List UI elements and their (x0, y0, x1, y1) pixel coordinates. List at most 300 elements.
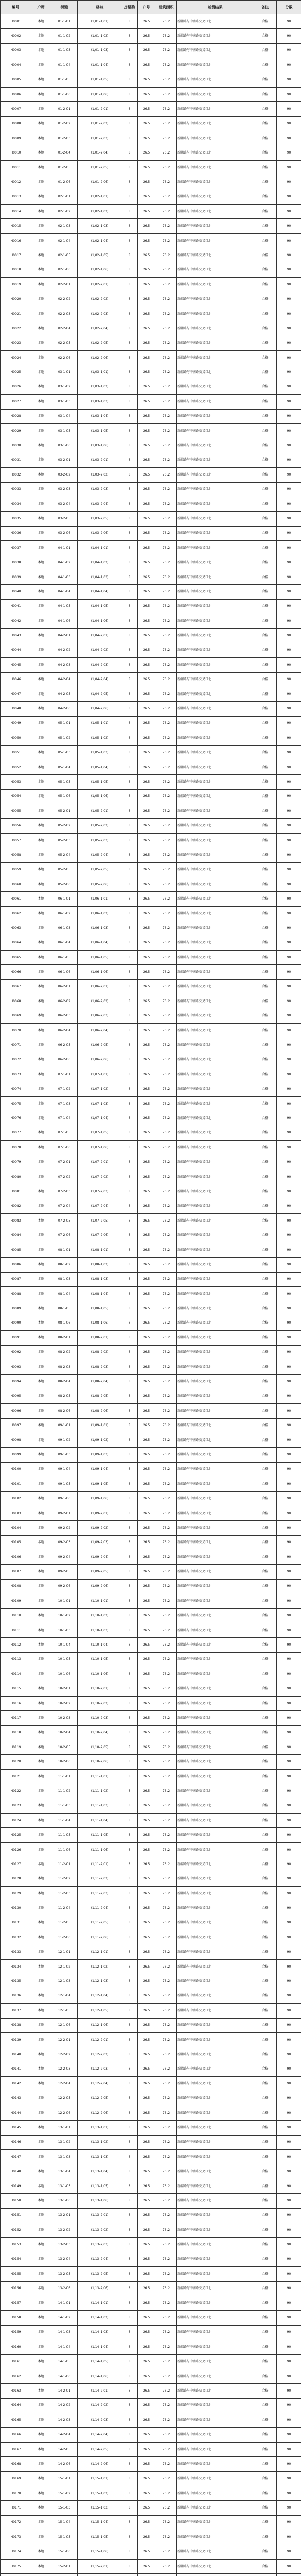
table-cell: 8 (122, 2004, 138, 2018)
table-cell: 合格 (254, 833, 277, 848)
table-cell: (1,13-2,05) (78, 2267, 122, 2281)
table-cell: 90 (277, 906, 301, 921)
table-cell: 26.5 (138, 2135, 156, 2149)
table-cell: 合格 (254, 58, 277, 73)
table-cell: 本地 (31, 453, 51, 467)
table-cell: 合格 (254, 614, 277, 629)
table-cell: 07-1-03 (51, 1096, 78, 1111)
table-cell: (1,03-2,03) (78, 482, 122, 497)
table-cell: 76.2 (156, 1038, 177, 1053)
table-cell: 13-2-01 (51, 2208, 78, 2223)
table-cell: 76.2 (156, 2471, 177, 2486)
table-cell: 15-2-01 (51, 2559, 78, 2573)
table-cell: H0099 (1, 1448, 31, 1462)
table-cell: 新疆路与中南路交叉口北 (177, 1901, 254, 1916)
table-cell: 本地 (31, 1053, 51, 1067)
table-cell: 10-1-02 (51, 1608, 78, 1623)
table-cell: H0039 (1, 570, 31, 584)
table-cell: 07-2-02 (51, 1170, 78, 1184)
table-cell: 76.2 (156, 160, 177, 175)
table-cell: H0047 (1, 687, 31, 701)
table-row (1, 1492, 301, 1506)
table-cell: 03-2-06 (51, 526, 78, 540)
table-cell: H0172 (1, 2515, 31, 2530)
table-cell: (1,11-2,05) (78, 1916, 122, 1930)
table-cell: 本地 (31, 2106, 51, 2120)
table-cell: 本地 (31, 233, 51, 248)
table-cell: (1,14-2,06) (78, 2457, 122, 2471)
table-cell: 26.5 (138, 219, 156, 233)
table-cell: (1,06-1,03) (78, 921, 122, 936)
table-cell: 新疆路与中南路交叉口北 (177, 629, 254, 643)
table-cell: H0075 (1, 1096, 31, 1111)
table-cell: 01-1-03 (51, 43, 78, 58)
table-cell: H0058 (1, 848, 31, 862)
table-cell: 76.2 (156, 1199, 177, 1213)
table-cell: 合格 (254, 2296, 277, 2310)
table-cell: 8 (122, 1974, 138, 1989)
table-cell: H0174 (1, 2545, 31, 2559)
table-cell: 90 (277, 2501, 301, 2515)
table-cell: 14-2-04 (51, 2428, 78, 2442)
table-cell: H0145 (1, 2121, 31, 2135)
table-cell: 8 (122, 2179, 138, 2193)
table-cell: 26.5 (138, 468, 156, 482)
table-cell: 合格 (254, 1404, 277, 1418)
table-cell: 本地 (31, 979, 51, 994)
table-cell: (1,08-1,03) (78, 1272, 122, 1286)
table-cell: (1,03-2,06) (78, 526, 122, 540)
table-cell: 本地 (31, 1959, 51, 1974)
table-cell: 90 (277, 2135, 301, 2149)
table-cell: 合格 (254, 1506, 277, 1520)
table-cell: (1,03-1,04) (78, 409, 122, 423)
table-cell: 8 (122, 512, 138, 526)
table-row (1, 1258, 301, 1272)
table-row (1, 848, 301, 862)
table-cell: 90 (277, 2354, 301, 2369)
table-cell: 本地 (31, 1638, 51, 1652)
table-cell: 07-1-06 (51, 1141, 78, 1155)
table-cell: 12-1-04 (51, 1989, 78, 2003)
table-cell: (1,11-2,01) (78, 1857, 122, 1872)
table-cell: 26.5 (138, 760, 156, 774)
table-cell: 76.2 (156, 1989, 177, 2003)
table-cell: H0056 (1, 819, 31, 833)
table-cell: 76.2 (156, 1345, 177, 1360)
table-cell: 8 (122, 731, 138, 745)
table-cell: 本地 (31, 965, 51, 979)
table-cell: 90 (277, 892, 301, 906)
table-cell: 26.5 (138, 1682, 156, 1696)
table-cell: 10-1-01 (51, 1594, 78, 1608)
table-cell: 26.5 (138, 1623, 156, 1637)
table-cell: 26.5 (138, 2354, 156, 2369)
table-cell: 90 (277, 979, 301, 994)
table-cell: 26.5 (138, 1887, 156, 1901)
table-cell: (1,05-2,06) (78, 877, 122, 892)
table-cell: (1,02-2,01) (78, 278, 122, 292)
table-cell: 26.5 (138, 482, 156, 497)
table-cell: H0138 (1, 2018, 31, 2032)
table-cell: 26.5 (138, 2442, 156, 2456)
table-cell: 76.2 (156, 555, 177, 570)
table-cell: 8 (122, 1521, 138, 1535)
table-cell: 26.5 (138, 512, 156, 526)
table-cell: 8 (122, 1331, 138, 1345)
table-cell: 8 (122, 2311, 138, 2325)
table-cell: 26.5 (138, 190, 156, 204)
table-cell: 26.5 (138, 862, 156, 877)
table-cell: 合格 (254, 2340, 277, 2354)
table-cell: 11-2-06 (51, 1930, 78, 1945)
table-cell: 90 (277, 1784, 301, 1799)
table-cell: 26.5 (138, 1740, 156, 1755)
table-cell: (1,08-1,01) (78, 1243, 122, 1257)
table-cell: 新疆路与中南路交叉口北 (177, 380, 254, 394)
table-cell: 76.2 (156, 1462, 177, 1477)
table-row (1, 1857, 301, 1872)
table-cell: 8 (122, 833, 138, 848)
table-cell: 合格 (254, 804, 277, 819)
table-cell: 04-1-02 (51, 555, 78, 570)
table-cell: 76.2 (156, 541, 177, 555)
table-cell: 本地 (31, 1799, 51, 1813)
table-cell: 14-2-06 (51, 2457, 78, 2471)
table-cell: 8 (122, 672, 138, 687)
table-cell: 本地 (31, 2515, 51, 2530)
table-cell: 01-1-04 (51, 58, 78, 73)
table-cell: 76.2 (156, 2077, 177, 2091)
table-cell: 26.5 (138, 1418, 156, 1433)
table-cell: 新疆路与中南路交叉口北 (177, 2252, 254, 2266)
table-cell: 8 (122, 2369, 138, 2383)
table-cell: 13-2-03 (51, 2238, 78, 2252)
table-cell: (1,01-2,05) (78, 160, 122, 175)
table-cell: 26.5 (138, 1345, 156, 1360)
table-cell: H0023 (1, 336, 31, 350)
table-cell: 8 (122, 1009, 138, 1023)
table-row (1, 73, 301, 87)
table-cell: 90 (277, 1272, 301, 1286)
table-cell: 合格 (254, 643, 277, 657)
table-cell: 26.5 (138, 965, 156, 979)
table-cell: 90 (277, 1389, 301, 1403)
table-cell: 新疆路与中南路交叉口北 (177, 951, 254, 965)
table-cell: 新疆路与中南路交叉口北 (177, 73, 254, 87)
table-cell: H0073 (1, 1067, 31, 1082)
table-cell: 90 (277, 1448, 301, 1462)
table-cell: 本地 (31, 2238, 51, 2252)
table-cell: 26.5 (138, 2428, 156, 2442)
table-cell: 26.5 (138, 365, 156, 380)
table-cell: 26.5 (138, 2018, 156, 2032)
table-cell: 新疆路与中南路交叉口北 (177, 2311, 254, 2325)
table-row (1, 1740, 301, 1755)
table-cell: 本地 (31, 687, 51, 701)
table-row (1, 2471, 301, 2486)
table-cell: 新疆路与中南路交叉口北 (177, 1272, 254, 1286)
table-cell: 8 (122, 1506, 138, 1520)
table-cell: 76.2 (156, 307, 177, 321)
table-cell: 8 (122, 2032, 138, 2047)
table-cell: 26.5 (138, 599, 156, 614)
table-cell: (1,01-1,01) (78, 14, 122, 29)
table-cell: H0083 (1, 1214, 31, 1228)
table-cell: 76.2 (156, 804, 177, 819)
table-cell: 04-2-06 (51, 702, 78, 716)
table-cell: 本地 (31, 1814, 51, 1828)
table-cell: 05-1-06 (51, 789, 78, 804)
table-cell: 14-1-02 (51, 2311, 78, 2325)
table-cell: H0163 (1, 2384, 31, 2398)
table-cell: 本地 (31, 1755, 51, 1769)
table-cell: 90 (277, 2208, 301, 2223)
table-row (1, 205, 301, 219)
table-cell: 合格 (254, 1842, 277, 1857)
table-cell: H0109 (1, 1594, 31, 1608)
table-cell: 新疆路与中南路交叉口北 (177, 2471, 254, 2486)
table-cell: 10-1-04 (51, 1638, 78, 1652)
table-cell: 03-2-03 (51, 482, 78, 497)
table-cell: 04-2-04 (51, 672, 78, 687)
table-cell: 26.5 (138, 2296, 156, 2310)
table-cell: 8 (122, 994, 138, 1009)
table-cell: 26.5 (138, 1331, 156, 1345)
table-cell: 新疆路与中南路交叉口北 (177, 1053, 254, 1067)
table-cell: (1,10-1,02) (78, 1608, 122, 1623)
table-cell: 本地 (31, 2194, 51, 2208)
table-cell: 04-2-02 (51, 643, 78, 657)
table-cell: 26.5 (138, 87, 156, 101)
table-cell: 新疆路与中南路交叉口北 (177, 248, 254, 263)
table-row (1, 2252, 301, 2266)
table-cell: 合格 (254, 146, 277, 160)
table-cell: H0100 (1, 1462, 31, 1477)
table-cell: 26.5 (138, 1959, 156, 1974)
table-cell: 8 (122, 190, 138, 204)
table-cell: (1,07-1,05) (78, 1126, 122, 1140)
table-cell: 8 (122, 1872, 138, 1886)
table-cell: 新疆路与中南路交叉口北 (177, 804, 254, 819)
table-cell: 新疆路与中南路交叉口北 (177, 716, 254, 731)
table-cell: 新疆路与中南路交叉口北 (177, 526, 254, 540)
table-cell: (1,06-1,04) (78, 936, 122, 950)
table-cell: 76.2 (156, 2354, 177, 2369)
table-cell: 新疆路与中南路交叉口北 (177, 219, 254, 233)
table-cell: 90 (277, 1331, 301, 1345)
table-cell: (1,12-2,01) (78, 2032, 122, 2047)
table-cell: 26.5 (138, 731, 156, 745)
table-cell: 合格 (254, 936, 277, 950)
table-row (1, 2428, 301, 2442)
table-cell: H0146 (1, 2135, 31, 2149)
table-cell: 本地 (31, 2267, 51, 2281)
table-cell: 合格 (254, 350, 277, 365)
table-cell: H0009 (1, 131, 31, 146)
table-row (1, 1638, 301, 1652)
table-cell: (1,12-2,05) (78, 2091, 122, 2106)
table-cell: 90 (277, 336, 301, 350)
table-cell: 8 (122, 877, 138, 892)
table-cell: 76.2 (156, 1243, 177, 1257)
column-header: 备注 (254, 1, 277, 14)
table-cell: 76.2 (156, 438, 177, 453)
table-cell: (1,04-1,04) (78, 585, 122, 599)
table-cell: 合格 (254, 1755, 277, 1769)
table-row (1, 1667, 301, 1682)
table-cell: H0159 (1, 2325, 31, 2340)
table-row (1, 921, 301, 936)
table-cell: 合格 (254, 1725, 277, 1740)
table-cell: (1,15-1,01) (78, 2471, 122, 2486)
table-cell: 90 (277, 629, 301, 643)
table-cell: 01-2-02 (51, 116, 78, 131)
table-cell: 本地 (31, 248, 51, 263)
table-cell: H0053 (1, 775, 31, 789)
table-cell: 76.2 (156, 687, 177, 701)
table-cell: 09-2-02 (51, 1521, 78, 1535)
table-cell: (1,13-1,05) (78, 2179, 122, 2193)
table-cell: H0064 (1, 936, 31, 950)
table-cell: 90 (277, 1038, 301, 1053)
table-cell: 26.5 (138, 205, 156, 219)
table-cell: 本地 (31, 2062, 51, 2076)
table-row (1, 731, 301, 745)
table-cell: 8 (122, 131, 138, 146)
table-cell: 新疆路与中南路交叉口北 (177, 175, 254, 190)
table-cell: 合格 (254, 2354, 277, 2369)
table-cell: H0022 (1, 321, 31, 336)
table-row (1, 1887, 301, 1901)
table-cell: 8 (122, 614, 138, 629)
table-cell: 合格 (254, 512, 277, 526)
table-cell: 合格 (254, 2530, 277, 2545)
table-cell: 合格 (254, 1053, 277, 1067)
table-cell: (1,05-1,06) (78, 789, 122, 804)
table-row (1, 1814, 301, 1828)
table-cell: 26.5 (138, 2194, 156, 2208)
table-cell: 26.5 (138, 979, 156, 994)
table-cell: 新疆路与中南路交叉口北 (177, 1579, 254, 1594)
table-cell: H0157 (1, 2296, 31, 2310)
table-cell (51, 2574, 78, 2576)
table-cell: 本地 (31, 951, 51, 965)
table-cell: 8 (122, 951, 138, 965)
table-cell: 本地 (31, 2121, 51, 2135)
table-cell: 26.5 (138, 2267, 156, 2281)
table-cell: 01-2-05 (51, 160, 78, 175)
table-cell: 8 (122, 1155, 138, 1170)
table-cell: 12-2-01 (51, 2032, 78, 2047)
table-cell: H0102 (1, 1492, 31, 1506)
table-cell: 本地 (31, 877, 51, 892)
table-row (1, 1301, 301, 1316)
table-row (1, 409, 301, 423)
table-cell: H0051 (1, 745, 31, 760)
table-cell: 8 (122, 1857, 138, 1872)
table-cell: H0127 (1, 1857, 31, 1872)
table-cell: (1,12-2,03) (78, 2062, 122, 2076)
table-cell: 02-1-03 (51, 219, 78, 233)
table-cell: H0120 (1, 1755, 31, 1769)
table-cell: 新疆路与中南路交叉口北 (177, 1141, 254, 1155)
table-cell: 8 (122, 1404, 138, 1418)
table-cell: 8 (122, 2194, 138, 2208)
table-cell: 26.5 (138, 1404, 156, 1418)
table-cell: 90 (277, 1243, 301, 1257)
table-cell: (1,09-1,06) (78, 1492, 122, 1506)
table-cell: 8 (122, 2281, 138, 2296)
table-row (1, 1682, 301, 1696)
table-cell: 合格 (254, 2121, 277, 2135)
table-cell: 8 (122, 775, 138, 789)
table-cell: (1,09-1,01) (78, 1418, 122, 1433)
table-cell: 90 (277, 1579, 301, 1594)
table-cell: 8 (122, 2545, 138, 2559)
table-cell: 合格 (254, 2501, 277, 2515)
table-cell: 合格 (254, 629, 277, 643)
table-cell: (1,09-2,05) (78, 1565, 122, 1579)
table-cell: 新疆路与中南路交叉口北 (177, 1345, 254, 1360)
table-cell: 本地 (31, 1316, 51, 1330)
table-cell: 新疆路与中南路交叉口北 (177, 994, 254, 1009)
table-cell: H0005 (1, 73, 31, 87)
table-cell: 8 (122, 14, 138, 29)
table-cell: 本地 (31, 1784, 51, 1799)
table-row (1, 2267, 301, 2281)
table-cell: 26.5 (138, 43, 156, 58)
table-cell: H0091 (1, 1331, 31, 1345)
table-cell: 76.2 (156, 1009, 177, 1023)
table-cell: 76.2 (156, 2530, 177, 2545)
table-cell: 本地 (31, 526, 51, 540)
table-cell: H0061 (1, 892, 31, 906)
table-cell: 8 (122, 2121, 138, 2135)
table-cell: (1,12-1,05) (78, 2004, 122, 2018)
table-cell: 8 (122, 336, 138, 350)
table-cell: 8 (122, 1667, 138, 1682)
table-row (1, 438, 301, 453)
table-row (1, 278, 301, 292)
table-cell: (1,14-2,01) (78, 2384, 122, 2398)
table-row (1, 1711, 301, 1725)
table-cell: 本地 (31, 1448, 51, 1462)
table-cell: 新疆路与中南路交叉口北 (177, 877, 254, 892)
table-cell: 8 (122, 2150, 138, 2164)
table-cell: 新疆路与中南路交叉口北 (177, 423, 254, 438)
table-cell: 26.5 (138, 994, 156, 1009)
table-cell: 合格 (254, 1155, 277, 1170)
table-cell: 8 (122, 423, 138, 438)
table-cell: 76.2 (156, 526, 177, 540)
table-cell: 8 (122, 1725, 138, 1740)
table-cell: 合格 (254, 1799, 277, 1813)
table-cell: H0150 (1, 2194, 31, 2208)
table-row (1, 1418, 301, 1433)
table-cell: 本地 (31, 438, 51, 453)
table-cell: 本地 (31, 102, 51, 116)
table-cell: 8 (122, 1184, 138, 1199)
table-row (1, 687, 301, 701)
table-cell: 本地 (31, 862, 51, 877)
table-cell: 合格 (254, 2486, 277, 2501)
table-cell: 26.5 (138, 307, 156, 321)
table-cell: 新疆路与中南路交叉口北 (177, 1038, 254, 1053)
table-cell: 76.2 (156, 1740, 177, 1755)
table-cell: 76.2 (156, 43, 177, 58)
table-cell: 本地 (31, 87, 51, 101)
